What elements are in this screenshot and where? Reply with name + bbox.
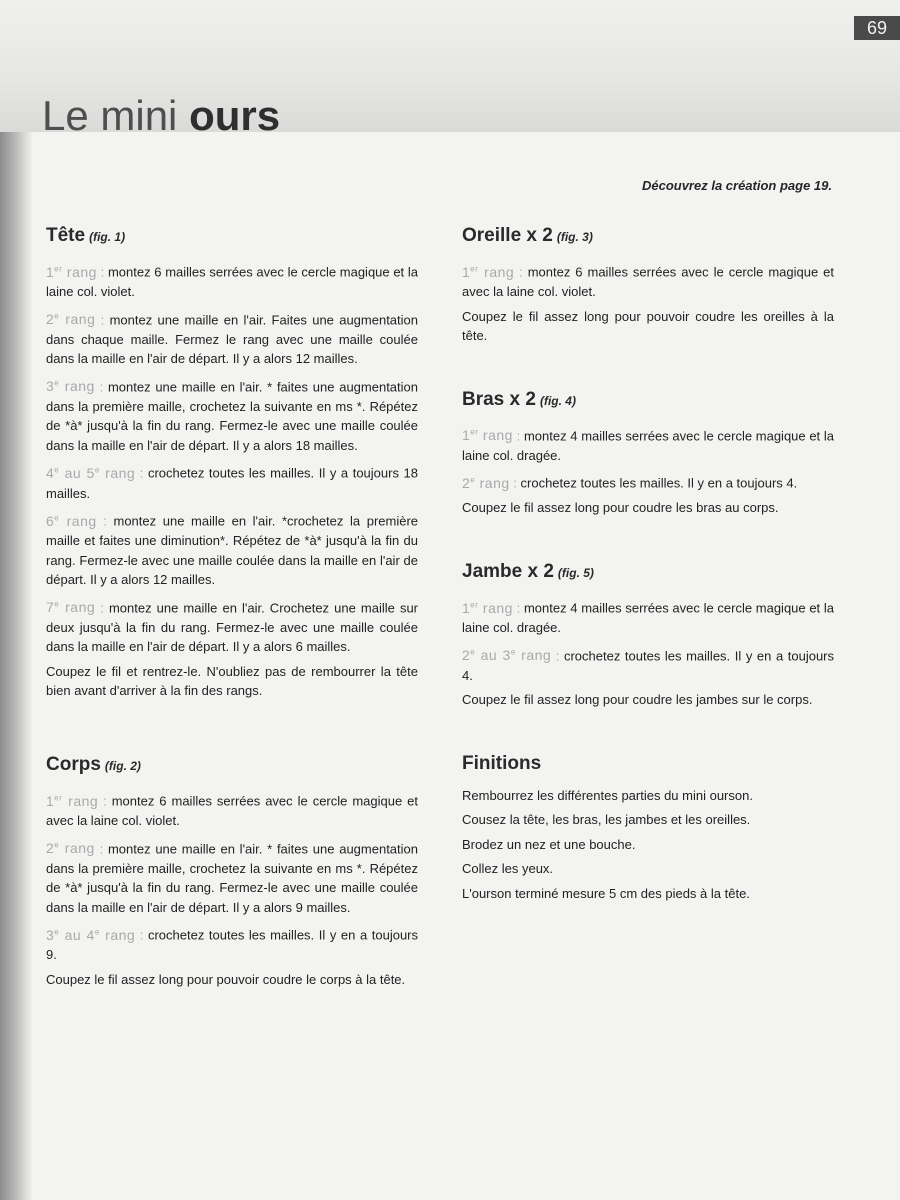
instruction-text: crochetez toutes les mailles. Il y a toujours 18 mailles. — [46, 466, 419, 501]
instruction-note — [46, 970, 418, 990]
rang-label: 6e rang — [46, 512, 97, 529]
figure-ref: (fig. 2) — [104, 758, 141, 773]
section-heading-text: Corps — [46, 753, 101, 775]
instruction-note — [462, 835, 834, 855]
section-heading — [462, 752, 834, 776]
instruction-note — [462, 884, 834, 904]
instruction-row: 1er rang : montez 4 mailles serrées avec le cercle magique et la laine col. dragée. — [462, 427, 834, 463]
instruction-row: 6e rang : montez une maille en l'air. *crochetez la première maille et faites une diminution*. Répétez de *à* jusqu'à la fin du rang. Fermez-le avec une maille coulée dans la maille en l'air de départ. Il y a alors 12 mailles. — [46, 512, 419, 588]
instruction-row: 3e rang : montez une maille en l'air. * faites une augmentation dans la première maille, crochetez la suivante en ms *. Répétez de *à* jusqu'à la fin du rang. Fermez-le avec une maille coulée dans la maille en l'air de départ. Il y a alors 18 mailles. — [46, 378, 418, 453]
instruction-text: montez une maille en l'air. * faites une augmentation dans la première maille, crochetez la suivante en ms *. Répétez de *à* jusqu'à la fin du rang. Fermez-le avec une maille coulée dans la maille en l'air de départ. Il y a alors 18 mailles. — [46, 379, 418, 453]
page-title — [42, 92, 280, 140]
instruction-text: montez une maille en l'air. Crochetez une maille sur deux jusqu'à la fin du rang. Fermez-le avec une maille coulée dans la maille en l'air de départ. Il y a alors 6 mailles. — [46, 600, 419, 655]
instruction-row: 2e rang : montez une maille en l'air. Faites une augmentation dans chaque maille. Fermez le rang avec une maille coulée dans la maille en l'air de départ. Il y a alors 12 mailles. — [46, 311, 418, 367]
instruction-text: montez 6 mailles serrées avec le cercle magique et avec la laine col. violet. — [462, 264, 834, 300]
figure-ref: (fig. 1) — [89, 230, 126, 244]
rang-label: 1er rang — [462, 263, 515, 280]
instruction-text: Rembourrez les différentes parties du mini ourson. — [462, 787, 753, 803]
section-corps — [46, 753, 418, 989]
rang-label: 2e au 3e rang — [462, 647, 552, 664]
section-heading — [46, 753, 418, 778]
rang-label: 2e rang — [46, 840, 95, 857]
rang-label: 1er rang — [46, 792, 99, 809]
rang-label: 7e rang — [46, 599, 96, 616]
instruction-text: montez une maille en l'air. *crochetez la première maille et faites une diminution*. Répétez de *à* jusqu'à la fin du rang. Fermez-le avec une maille coulée dans la maille en l'air de départ. Il y a alors 12 mailles. — [46, 513, 419, 588]
instruction-text: crochetez toutes les mailles. Il y en a toujours 4. — [520, 475, 798, 491]
instruction-note — [462, 690, 834, 710]
section-heading — [462, 224, 834, 249]
instruction-note — [462, 859, 834, 879]
title-bold: ours — [189, 92, 281, 139]
section-finitions — [462, 752, 834, 904]
rang-label: 2e rang — [46, 311, 96, 328]
instruction-row: 2e au 3e rang : crochetez toutes les mailles. Il y en a toujours 4. — [462, 647, 835, 683]
instruction-row: 1er rang : montez 6 mailles serrées avec le cercle magique et avec la laine col. violet. — [462, 263, 834, 300]
instruction-text: crochetez toutes les mailles. Il y en a toujours 9. — [46, 927, 419, 963]
rang-label: 3e rang — [46, 378, 95, 395]
section-heading-text: Jambe x 2 — [462, 560, 554, 582]
instruction-note — [462, 307, 834, 346]
instruction-text: montez 4 mailles serrées avec le cercle magique et la laine col. dragée. — [462, 428, 834, 463]
title-light: Le mini — [42, 92, 190, 139]
instruction-row: 1er rang : montez 6 mailles serrées avec le cercle magique et avec la laine col. violet. — [46, 792, 418, 829]
instruction-row: 2e rang : montez une maille en l'air. * faites une augmentation dans la première maille, crochetez la suivante en ms *. Répétez de *à* jusqu'à la fin du rang. Fermez-le avec une maille coulée dans la maille en l'air de départ. Il y a alors 9 mailles. — [46, 840, 418, 915]
instruction-text: Coupez le fil assez long pour coudre les bras au corps. — [462, 500, 779, 516]
section-tête — [46, 224, 418, 701]
rang-label: 1er rang — [462, 599, 513, 616]
rang-label: 1er rang — [462, 427, 513, 444]
instruction-note — [462, 498, 834, 518]
section-heading-text: Tête — [46, 225, 86, 246]
section-heading-text: Oreille x 2 — [462, 225, 553, 246]
instruction-row: 1er rang : montez 6 mailles serrées avec le cercle magique et la laine col. violet. — [46, 263, 418, 300]
instruction-text: L'ourson terminé mesure 5 cm des pieds à la tête. — [462, 885, 750, 901]
rang-label: 1er rang — [46, 263, 97, 280]
page-number: 69 — [854, 16, 900, 40]
instruction-text: Coupez le fil assez long pour pouvoir coudre les oreilles à la tête. — [462, 308, 834, 344]
right-column — [462, 224, 834, 908]
discover-note: Découvrez la création page 19. — [641, 178, 832, 193]
rang-label: 3e au 4e rang — [46, 926, 136, 943]
section-jambe-x-2 — [462, 560, 834, 710]
section-heading-text: Bras x 2 — [462, 388, 536, 410]
instruction-row: 4e au 5e rang : crochetez toutes les mailles. Il y a toujours 18 mailles. — [46, 465, 419, 501]
section-heading — [462, 388, 834, 413]
instruction-row: 3e au 4e rang : crochetez toutes les mailles. Il y en a toujours 9. — [46, 926, 419, 963]
instruction-text: Collez les yeux. — [462, 861, 554, 877]
left-column — [46, 224, 418, 994]
instruction-text: Coupez le fil et rentrez-le. N'oubliez pas de rembourrer la tête bien avant d'arriver à la fin des rangs. — [46, 663, 418, 699]
instruction-text: montez 6 mailles serrées avec le cercle magique et avec la laine col. violet. — [46, 793, 418, 829]
instruction-text: Coupez le fil assez long pour coudre les jambes sur le corps. — [462, 692, 813, 708]
instruction-text: montez 6 mailles serrées avec le cercle magique et la laine col. violet. — [46, 264, 418, 300]
section-heading — [46, 224, 418, 249]
instruction-note — [462, 786, 834, 806]
section-bras-x-2 — [462, 388, 834, 518]
instruction-note — [462, 810, 834, 830]
instruction-text: Coupez le fil assez long pour pouvoir coudre le corps à la tête. — [46, 971, 406, 987]
rang-label: 4e au 5e rang — [46, 465, 136, 482]
instruction-note — [46, 662, 418, 701]
instruction-text: montez une maille en l'air. * faites une augmentation dans la première maille, crochetez la suivante en ms *. Répétez de *à* jusqu'à la fin du rang. Fermez-le avec une maille coulée dans la maille en l'air de départ. Il y a alors 9 mailles. — [46, 841, 418, 915]
section-heading — [462, 560, 834, 585]
figure-ref: (fig. 3) — [556, 230, 593, 244]
binding-gutter — [0, 0, 32, 1200]
instruction-row: 1er rang : montez 4 mailles serrées avec le cercle magique et la laine col. dragée. — [462, 599, 834, 636]
section-oreille-x-2 — [462, 224, 834, 346]
instruction-text: montez 4 mailles serrées avec le cercle magique et la laine col. dragée. — [462, 600, 834, 636]
instruction-row: 7e rang : montez une maille en l'air. Crochetez une maille sur deux jusqu'à la fin du rang. Fermez-le avec une maille coulée dans la maille en l'air de départ. Il y a alors 6 mailles. — [46, 599, 419, 655]
instruction-text: Cousez la tête, les bras, les jambes et les oreilles. — [462, 812, 751, 828]
rang-label: 2e rang — [462, 474, 510, 491]
instruction-row: 2e rang : crochetez toutes les mailles. Il y en a toujours 4. — [462, 474, 798, 491]
instruction-text: montez une maille en l'air. Faites une augmentation dans chaque maille. Fermez le rang avec une maille coulée dans la maille en l'air de départ. Il y a alors 12 mailles. — [46, 312, 418, 367]
figure-ref: (fig. 5) — [557, 565, 594, 580]
instruction-text: crochetez toutes les mailles. Il y en a toujours 4. — [462, 648, 835, 683]
section-heading-text: Finitions — [462, 752, 542, 774]
instruction-text: Brodez un nez et une bouche. — [462, 836, 636, 852]
figure-ref: (fig. 4) — [539, 393, 576, 408]
